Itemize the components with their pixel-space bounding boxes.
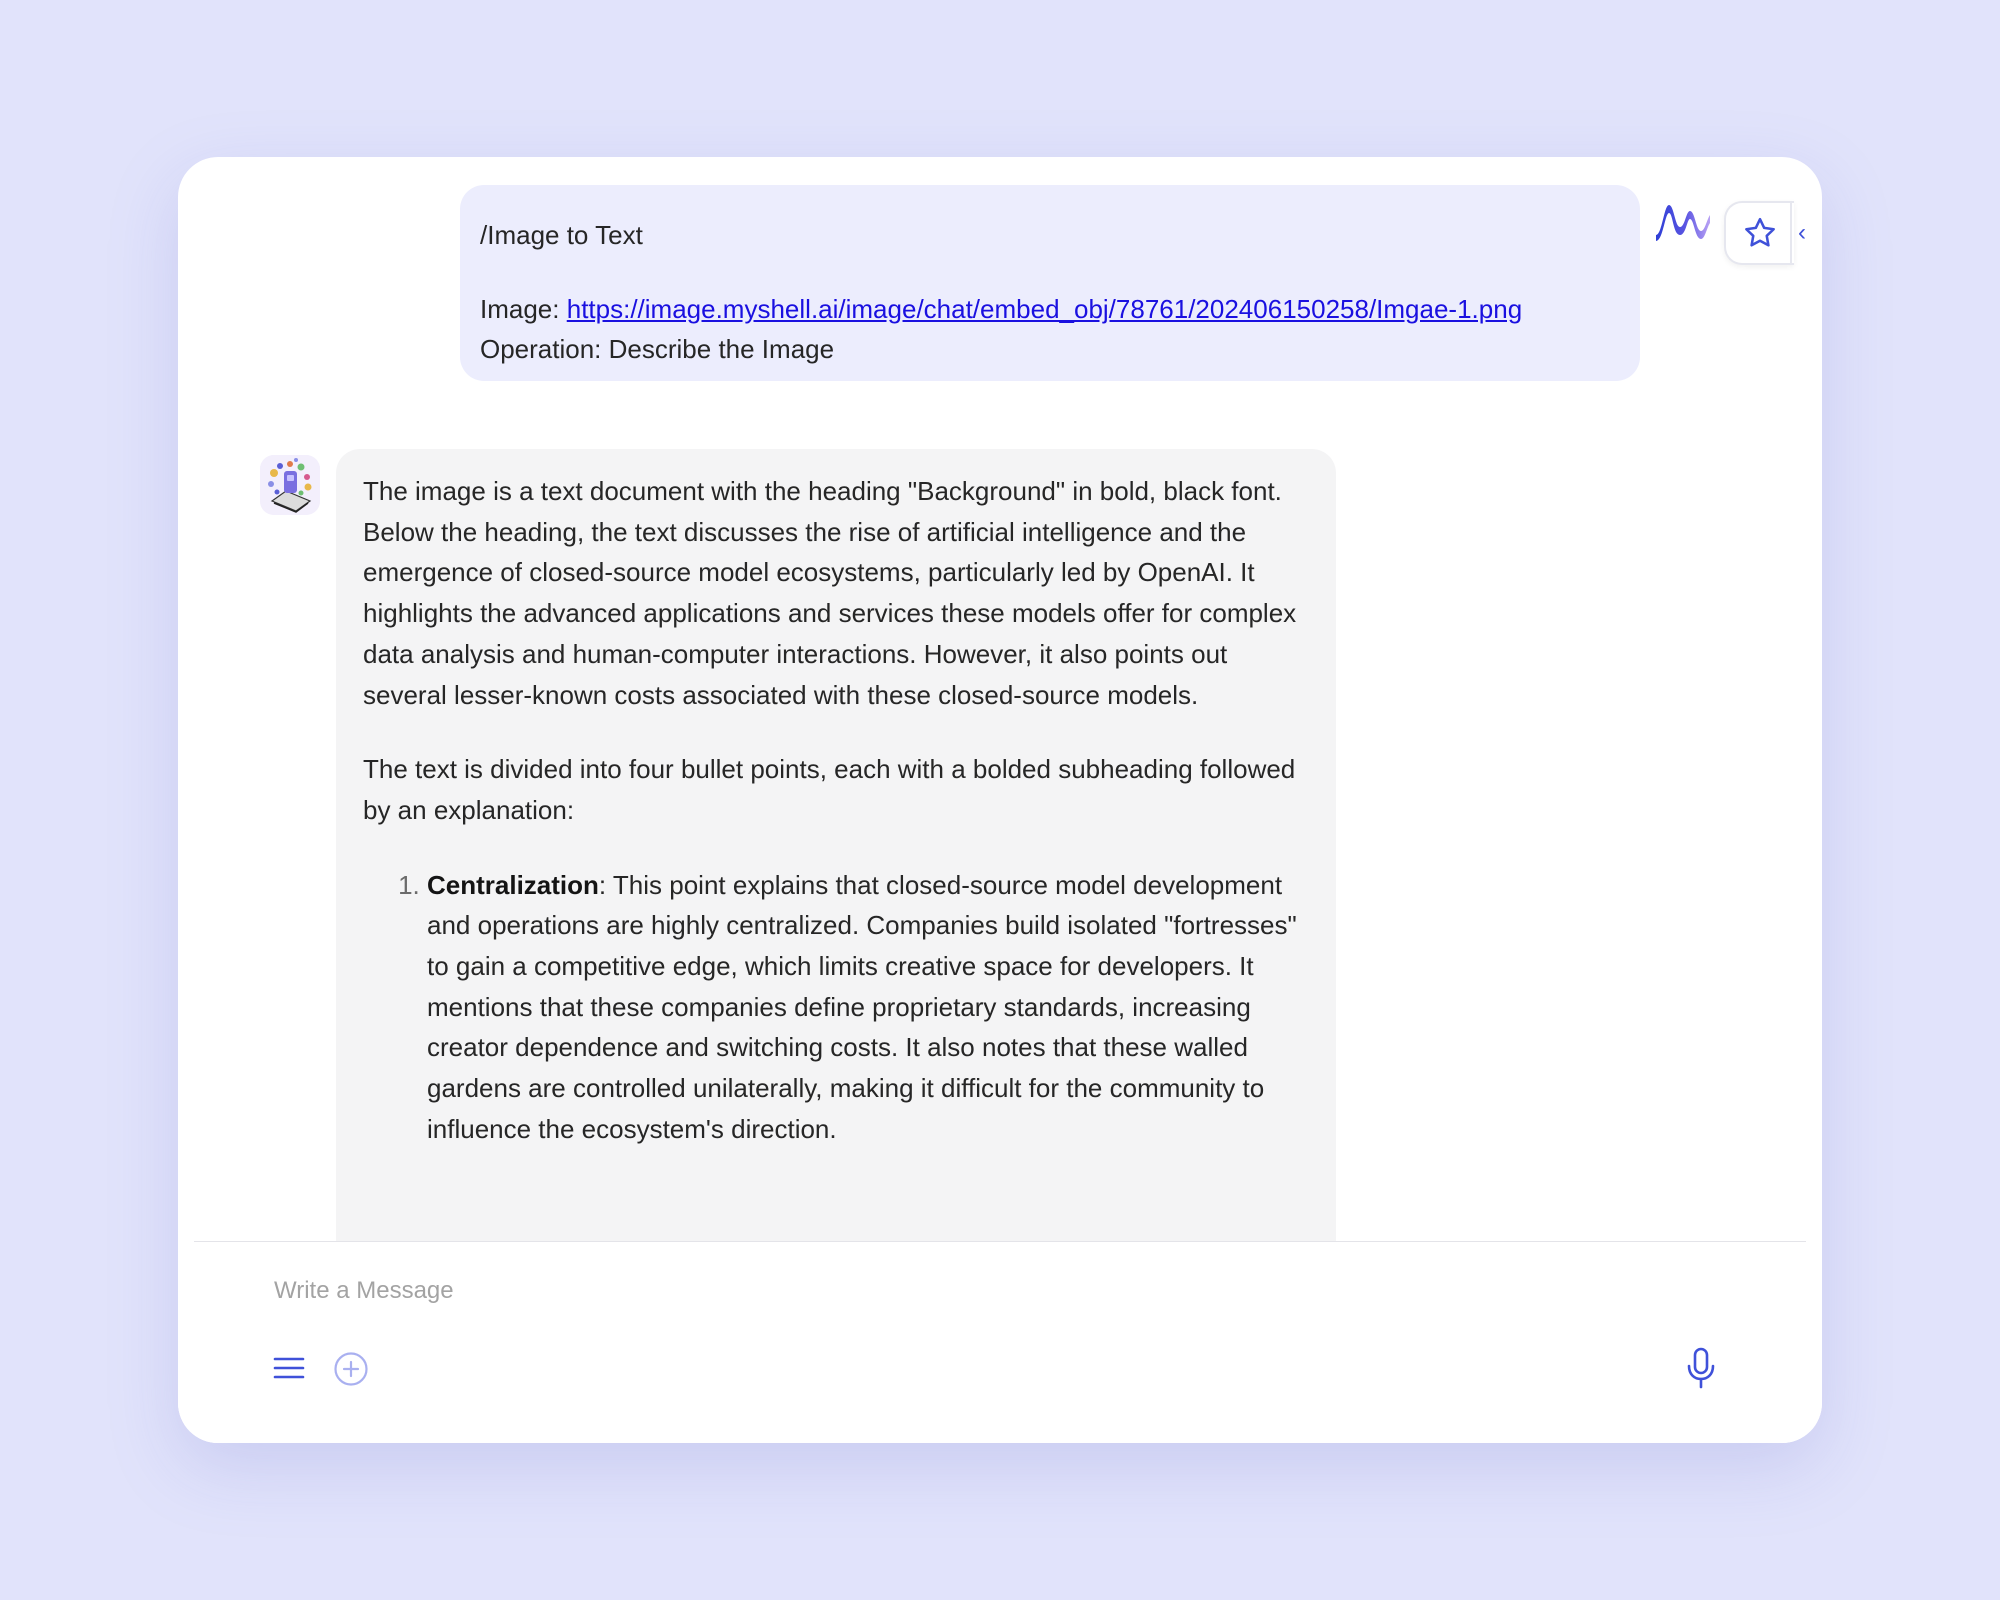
bot-message-bubble — [336, 449, 1336, 1241]
bot-avatar-image — [260, 455, 320, 515]
message-input[interactable] — [272, 1268, 1716, 1314]
list-item — [427, 865, 1308, 1150]
favorite-button[interactable] — [1724, 201, 1794, 265]
operation-text: Operation: Describe the Image — [480, 334, 835, 364]
chat-history[interactable] — [178, 157, 1822, 1241]
bot-numbered-list — [363, 865, 1308, 1150]
list-item-text: : This point explains that closed-source model development and operations are highly centralized. Companies build isolated "fortresses" to gain a competitive edge, which limits creative space for developers. It mentions that these companies define proprietary standards, increasing creator dependence and switching costs. It also notes that these walled gardens are controlled unilaterally, making it difficult for the community to influence the ecosystem's direction. — [427, 869, 1297, 1144]
bot-paragraph: The image is a text document with the heading "Background" in bold, black font. Below the heading, the text discusses the rise of artificial intelligence and the emergence of closed-source model ecosystems, particularly led by OpenAI. It highlights the advanced applications and services these models offer for complex data analysis and human-computer interactions. However, it also points out several lesser-known costs associated with these closed-source models. — [363, 476, 1297, 710]
plus-circle-icon[interactable] — [333, 1351, 369, 1387]
image-line — [480, 289, 1620, 329]
more-actions-button[interactable]: ‹ — [1790, 201, 1810, 265]
user-command-text: /Image to Text — [480, 220, 643, 250]
chat-window — [178, 157, 1822, 1443]
myshell-wave-logo-icon — [1656, 201, 1710, 243]
star-outline-icon — [1742, 215, 1778, 251]
list-item-title: Centralization — [427, 869, 599, 900]
image-label: Image: — [480, 294, 560, 324]
user-message-bubble — [460, 185, 1640, 381]
message-composer — [178, 1242, 1822, 1443]
image-url-link[interactable]: https://image.myshell.ai/image/chat/embed_obj/78761/202406150258/Imgae-1.png — [566, 294, 1523, 324]
microphone-icon[interactable] — [1684, 1346, 1718, 1390]
bot-avatar — [260, 455, 320, 515]
hamburger-menu-icon[interactable] — [272, 1351, 306, 1385]
bot-paragraph: The text is divided into four bullet points, each with a bolded subheading followed by an explanation: — [363, 754, 1296, 825]
